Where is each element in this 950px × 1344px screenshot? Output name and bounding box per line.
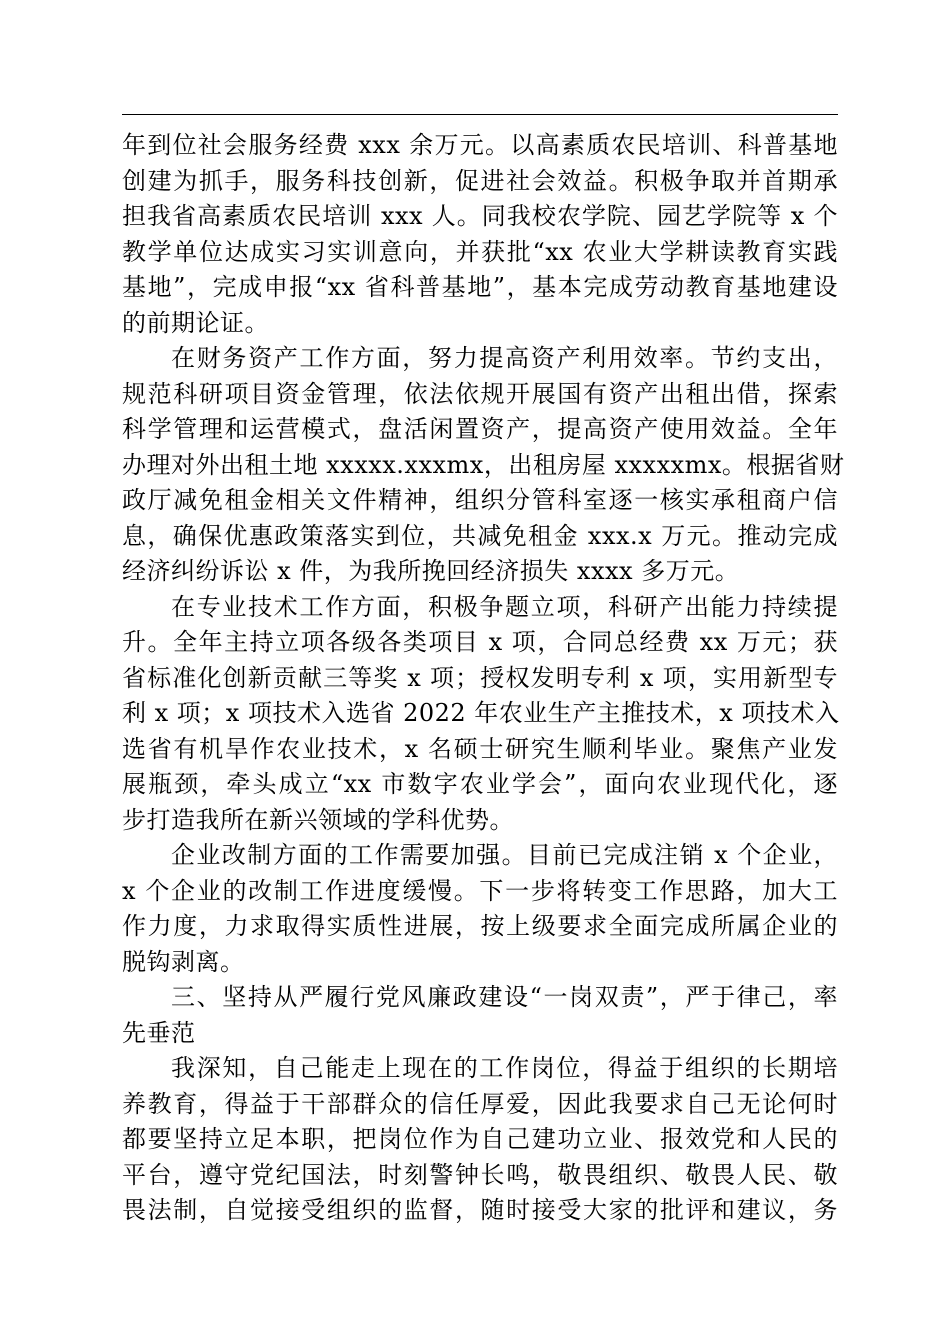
text-line: 养教育，得益于干部群众的信任厚爱，因此我要求自己无论何时 (122, 1089, 838, 1118)
text-line: 政厅减免租金相关文件精神，组织分管科室逐一核实承租商户信 (122, 486, 838, 514)
text-line: 的前期论证。 (122, 308, 269, 337)
text-line: 基地”，完成申报“xx 省科普基地”，基本完成劳动教育基地建设 (122, 273, 838, 301)
text-line: 利 x 项；x 项技术入选省 2022 年农业生产主推技术，x 项技术入 (122, 699, 840, 727)
text-line: 选省有机旱作农业技术，x 名硕士研究生顺利毕业。聚焦产业发 (122, 734, 838, 763)
text-line: 省标准化创新贡献三等奖 x 项；授权发明专利 x 项，实用新型专 (122, 663, 838, 692)
paragraph (122, 341, 845, 590)
text-line: 教学单位达成实习实训意向，并获批“xx 农业大学耕读教育实践 (122, 237, 838, 266)
paragraph (122, 128, 838, 341)
text-line: 畏法制，自觉接受组织的监督，随时接受大家的批评和建议，务 (122, 1196, 838, 1224)
text-line: 都要坚持立足本职，把岗位作为自己建功立业、报效党和人民的 (122, 1125, 838, 1153)
text-line: 经济纠纷诉讼 x 件，为我所挽回经济损失 xxxx 多万元。 (122, 557, 740, 585)
header-rule (122, 114, 838, 115)
text-line: 企业改制方面的工作需要加强。目前已完成注销 x 个企业， (171, 841, 838, 869)
document-body (122, 128, 845, 1229)
text-line: 脱钩剥离。 (122, 947, 245, 976)
text-line: 科学管理和运营模式，盘活闲置资产，提高资产使用效益。全年 (122, 415, 838, 443)
text-line: 三、坚持从严履行党风廉政建设“一岗双责”，严于律己，率 (171, 983, 838, 1011)
text-line: 担我省高素质农民培训 xxx 人。同我校农学院、园艺学院等 x 个 (122, 202, 838, 230)
paragraph (122, 838, 838, 980)
text-line: 年到位社会服务经费 xxx 余万元。以高素质农民培训、科普基地 (122, 131, 838, 159)
paragraph (122, 1051, 838, 1229)
text-line: 作力度，力求取得实质性进展，按上级要求全面完成所属企业的 (122, 912, 838, 940)
text-line: 平台，遵守党纪国法，时刻警钟长鸣，敬畏组织、敬畏人民、敬 (122, 1160, 838, 1189)
text-line: 在专业技术工作方面，积极争题立项，科研产出能力持续提 (171, 592, 838, 621)
paragraph (122, 980, 838, 1051)
text-line: 在财务资产工作方面，努力提高资产利用效率。节约支出， (171, 344, 838, 372)
text-line: 展瓶颈，牵头成立“xx 市数字农业学会”，面向农业现代化，逐 (122, 770, 838, 798)
paragraph (122, 590, 838, 839)
text-line: 步打造我所在新兴领域的学科优势。 (122, 805, 514, 834)
text-line: x 个企业的改制工作进度缓慢。下一步将转变工作思路，加大工 (122, 876, 838, 905)
text-line: 升。全年主持立项各级各类项目 x 项，合同总经费 xx 万元；获 (122, 628, 838, 656)
text-line: 先垂范 (122, 1018, 196, 1047)
text-line: 我深知，自己能走上现在的工作岗位，得益于组织的长期培 (171, 1054, 838, 1082)
text-line: 办理对外出租土地 xxxxx.xxxmx，出租房屋 xxxxxmx。根据省财 (122, 450, 845, 479)
text-line: 息，确保优惠政策落实到位，共减免租金 xxx.x 万元。推动完成 (122, 521, 838, 550)
text-line: 规范科研项目资金管理，依法依规开展国有资产出租出借，探索 (122, 379, 838, 408)
text-line: 创建为抓手，服务科技创新，促进社会效益。积极争取并首期承 (122, 166, 838, 195)
